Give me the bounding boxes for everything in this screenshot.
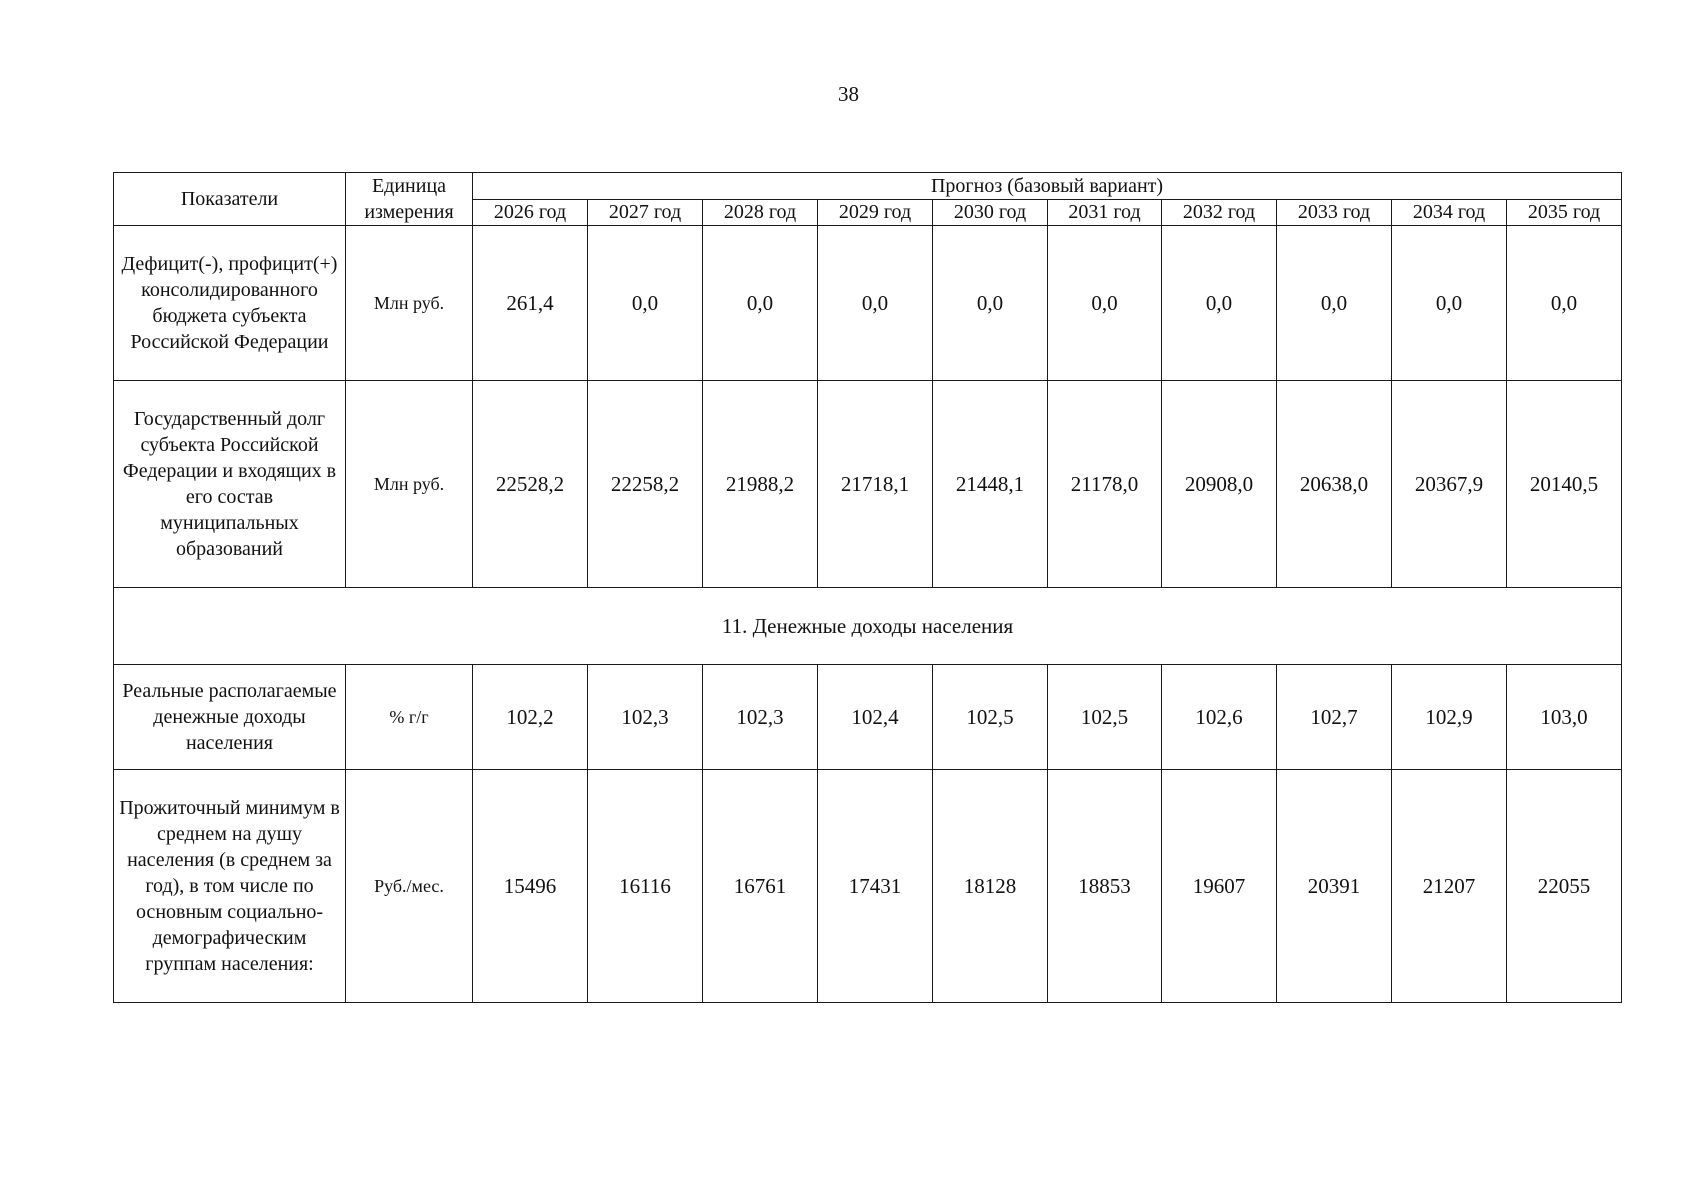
row-value: 16116 xyxy=(588,770,703,1003)
row-indicator: Государственный долг субъекта Российской Федерации и входящих в его состав муниципальных образований xyxy=(114,381,346,588)
row-value: 0,0 xyxy=(1162,226,1277,381)
header-year: 2033 год xyxy=(1277,199,1392,226)
section-row xyxy=(114,588,1622,665)
header-year: 2030 год xyxy=(933,199,1048,226)
row-value: 103,0 xyxy=(1507,665,1622,770)
table-row xyxy=(114,770,1622,1003)
row-value: 19607 xyxy=(1162,770,1277,1003)
row-value: 20638,0 xyxy=(1277,381,1392,588)
row-value: 20140,5 xyxy=(1507,381,1622,588)
header-year: 2031 год xyxy=(1048,199,1162,226)
row-value: 22528,2 xyxy=(473,381,588,588)
row-value: 102,5 xyxy=(1048,665,1162,770)
table-row xyxy=(114,381,1622,588)
header-year: 2027 год xyxy=(588,199,703,226)
row-value: 0,0 xyxy=(703,226,818,381)
row-value: 102,5 xyxy=(933,665,1048,770)
row-value: 20908,0 xyxy=(1162,381,1277,588)
row-value: 20391 xyxy=(1277,770,1392,1003)
row-value: 102,4 xyxy=(818,665,933,770)
row-indicator: Реальные располагаемые денежные доходы населения xyxy=(114,665,346,770)
row-value: 16761 xyxy=(703,770,818,1003)
row-value: 20367,9 xyxy=(1392,381,1507,588)
row-value: 0,0 xyxy=(818,226,933,381)
header-row-1 xyxy=(114,173,1622,200)
forecast-table xyxy=(113,172,1622,1003)
header-year: 2028 год xyxy=(703,199,818,226)
header-indicator: Показатели xyxy=(114,173,346,226)
row-value: 0,0 xyxy=(1048,226,1162,381)
row-unit: Млн руб. xyxy=(346,226,473,381)
row-value: 0,0 xyxy=(1507,226,1622,381)
row-value: 0,0 xyxy=(933,226,1048,381)
row-indicator: Дефицит(-), профицит(+) консолидированного бюджета субъекта Российской Федерации xyxy=(114,226,346,381)
row-value: 102,3 xyxy=(588,665,703,770)
row-value: 261,4 xyxy=(473,226,588,381)
page-number: 38 xyxy=(838,82,859,106)
row-unit: % г/г xyxy=(346,665,473,770)
header-forecast: Прогноз (базовый вариант) xyxy=(473,173,1622,200)
row-value: 102,9 xyxy=(1392,665,1507,770)
row-value: 21207 xyxy=(1392,770,1507,1003)
row-value: 102,2 xyxy=(473,665,588,770)
row-value: 22258,2 xyxy=(588,381,703,588)
section-title: 11. Денежные доходы населения xyxy=(114,588,1622,665)
row-value: 21448,1 xyxy=(933,381,1048,588)
row-value: 18128 xyxy=(933,770,1048,1003)
row-value: 17431 xyxy=(818,770,933,1003)
row-unit: Руб./мес. xyxy=(346,770,473,1003)
header-year: 2032 год xyxy=(1162,199,1277,226)
row-value: 21178,0 xyxy=(1048,381,1162,588)
header-year: 2029 год xyxy=(818,199,933,226)
header-year: 2035 год xyxy=(1507,199,1622,226)
row-value: 102,7 xyxy=(1277,665,1392,770)
row-value: 21988,2 xyxy=(703,381,818,588)
header-year: 2026 год xyxy=(473,199,588,226)
forecast-table-container xyxy=(113,172,1621,1003)
row-indicator: Прожиточный минимум в среднем на душу населения (в среднем за год), в том числе по основным социально-демографическим группам населения: xyxy=(114,770,346,1003)
row-unit: Млн руб. xyxy=(346,381,473,588)
row-value: 0,0 xyxy=(1392,226,1507,381)
row-value: 102,6 xyxy=(1162,665,1277,770)
row-value: 102,3 xyxy=(703,665,818,770)
row-value: 21718,1 xyxy=(818,381,933,588)
row-value: 0,0 xyxy=(588,226,703,381)
header-year: 2034 год xyxy=(1392,199,1507,226)
table-row xyxy=(114,226,1622,381)
row-value: 15496 xyxy=(473,770,588,1003)
row-value: 22055 xyxy=(1507,770,1622,1003)
header-unit: Единица измерения xyxy=(346,173,473,226)
row-value: 0,0 xyxy=(1277,226,1392,381)
table-row xyxy=(114,665,1622,770)
row-value: 18853 xyxy=(1048,770,1162,1003)
